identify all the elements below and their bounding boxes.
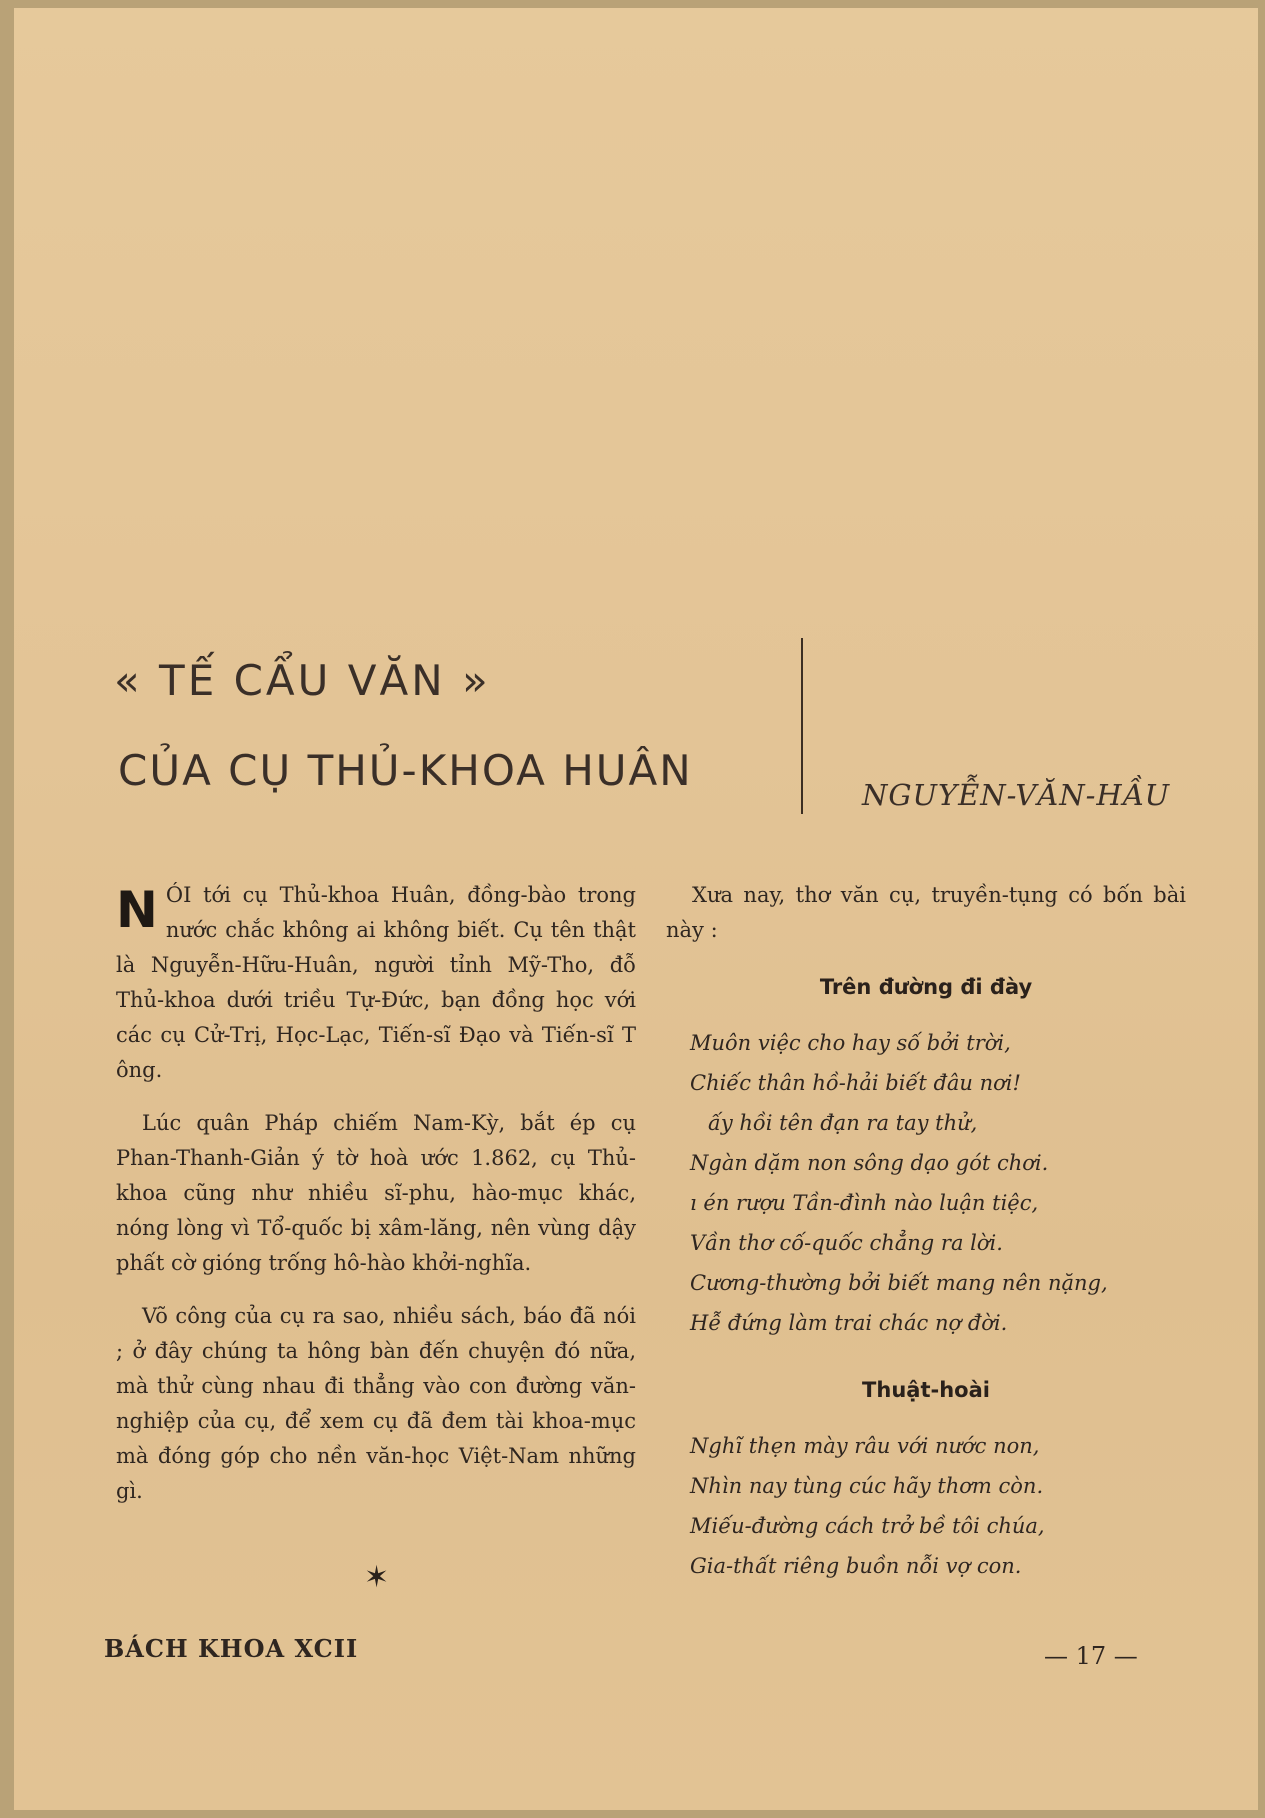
paragraph-3: Võ công của cụ ra sao, nhiều sách, báo đã nói ; ở đây chúng ta hông bàn đến chuyện đó nữa, mà thử cùng nhau đi thẳng vào con đường văn-nghiệp của cụ, để xem cụ đã đem tài khoa-mục mà đóng góp cho nền văn-học Việt-Nam những gì. — [116, 1304, 636, 1503]
poem-1-title: Trên đường đi đày — [819, 975, 1033, 999]
poems-intro: Xưa nay, thơ văn cụ, truyền-tụng có bốn bài này : — [666, 883, 1186, 942]
poem-line: Ngàn dặm non sông dạo gót chơi. — [690, 1151, 1049, 1175]
section-star-ornament: ✶ — [364, 1560, 390, 1595]
poem-2-verse — [690, 1426, 1186, 1586]
poem-line: Hễ đứng làm trai chác nợ đời. — [690, 1311, 1008, 1335]
poem-line: ı én rượu Tần-đình nào luận tiệc, — [690, 1191, 1039, 1215]
left-column — [116, 878, 636, 1527]
poem-line: Nhìn nay tùng cúc hãy thơm còn. — [690, 1474, 1044, 1498]
page-number: — 17 — — [1044, 1642, 1138, 1670]
magazine-footer: BÁCH KHOA XCII — [104, 1634, 359, 1663]
poem-line: Chiếc thân hồ-hải biết đâu nơi! — [690, 1071, 1021, 1095]
article-title-line2: CỦA CỤ THỦ-KHOA HUÂN — [118, 746, 693, 795]
poem-line: Gia-thất riêng buồn nỗi vợ con. — [690, 1554, 1022, 1578]
paragraph-1-text: ÓI tới cụ Thủ-khoa Huân, đồng-bào trong nước chắc không ai không biết. Cụ tên thật là Nguyễn-Hữu-Huân, người tỉnh Mỹ-Tho, đỗ Thủ-khoa dưới triều Tự-Đức, bạn đồng học với các cụ Cử-Trị, Học-Lạc, Tiến-sĩ Đạo và Tiến-sĩ T ông. — [116, 883, 636, 1082]
paragraph-1 — [116, 878, 636, 1088]
right-column — [666, 878, 1186, 1616]
paragraph-2: Lúc quân Pháp chiếm Nam-Kỳ, bắt ép cụ Phan-Thanh-Giản ý tờ hoà ước 1.862, cụ Thủ-khoa cũng như nhiều sĩ-phu, hào-mục khác, nóng lòng vì Tổ-quốc bị xâm-lăng, nên vùng dậy phất cờ gióng trống hô-hào khởi-nghĩa. — [116, 1111, 636, 1275]
poem-line: ấy hồi tên đạn ra tay thử, — [708, 1111, 978, 1135]
poem-line: Vần thơ cố-quốc chẳng ra lời. — [690, 1231, 1003, 1255]
poem-line: Muôn việc cho hay số bởi trời, — [690, 1031, 1011, 1055]
poem-line: Nghĩ thẹn mày râu với nước non, — [690, 1434, 1040, 1458]
drop-cap: N — [116, 881, 158, 939]
article-title-line1: « TẾ CẨU VĂN » — [114, 656, 491, 705]
title-divider — [801, 638, 803, 814]
poem-2-title: Thuật-hoài — [862, 1378, 990, 1402]
poem-line: Cương-thường bởi biết mang nên nặng, — [690, 1271, 1108, 1295]
document-page — [14, 8, 1258, 1810]
article-author: NGUYỄN-VĂN-HẦU — [862, 778, 1171, 812]
poem-line: Miếu-đường cách trở bề tôi chúa, — [690, 1514, 1045, 1538]
poem-1-verse — [690, 1023, 1186, 1343]
